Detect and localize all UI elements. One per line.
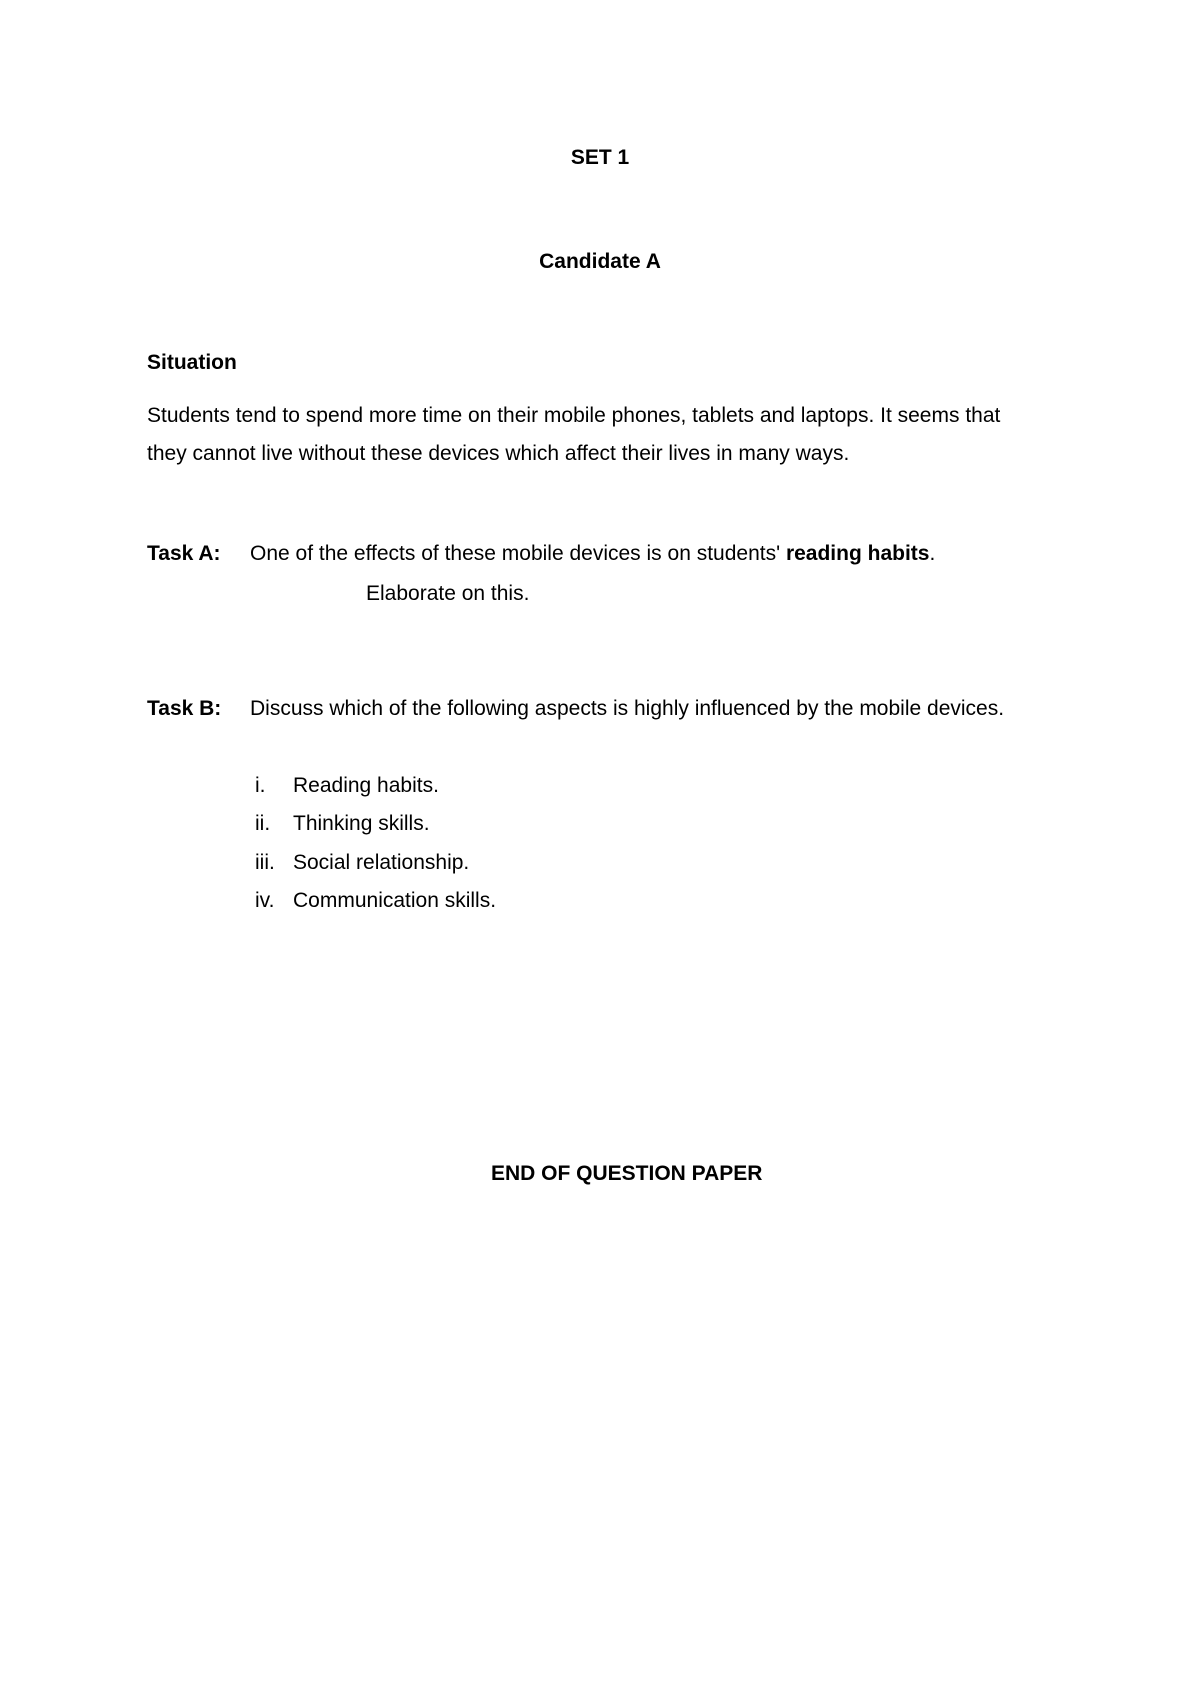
list-item-text: Communication skills.	[293, 889, 497, 912]
task-a-text	[250, 542, 935, 566]
end-of-paper-text: END OF QUESTION PAPER	[491, 1162, 763, 1185]
situation-line-2: they cannot live without these devices which affect their lives in many ways.	[147, 442, 850, 465]
list-item	[255, 774, 439, 798]
task-b-label: Task B:	[147, 697, 222, 720]
list-item	[255, 889, 496, 913]
list-item-text: Social relationship.	[293, 851, 470, 874]
task-a-label: Task A:	[147, 542, 221, 565]
candidate-title: Candidate A	[539, 250, 661, 273]
task-b-text: Discuss which of the following aspects is highly influenced by the mobile devices.	[250, 697, 1005, 720]
task-a-text-before: One of the effects of these mobile devices is on students'	[250, 542, 786, 565]
task-a-text-bold: reading habits	[785, 542, 930, 565]
task-a-line-2: Elaborate on this.	[366, 582, 530, 605]
list-item-number: ii.	[255, 812, 271, 835]
list-item-text: Thinking skills.	[293, 812, 430, 835]
list-item-text: Reading habits.	[293, 774, 439, 797]
list-item-number: i.	[255, 774, 266, 797]
list-item-number: iv.	[255, 889, 275, 912]
list-item	[255, 812, 430, 836]
situation-heading: Situation	[147, 351, 237, 374]
task-a-text-after: .	[929, 542, 936, 565]
list-item	[255, 851, 469, 875]
situation-line-1: Students tend to spend more time on their mobile phones, tablets and laptops. It seems that	[147, 404, 1001, 427]
list-item-number: iii.	[255, 851, 275, 874]
set-title: SET 1	[570, 146, 630, 169]
